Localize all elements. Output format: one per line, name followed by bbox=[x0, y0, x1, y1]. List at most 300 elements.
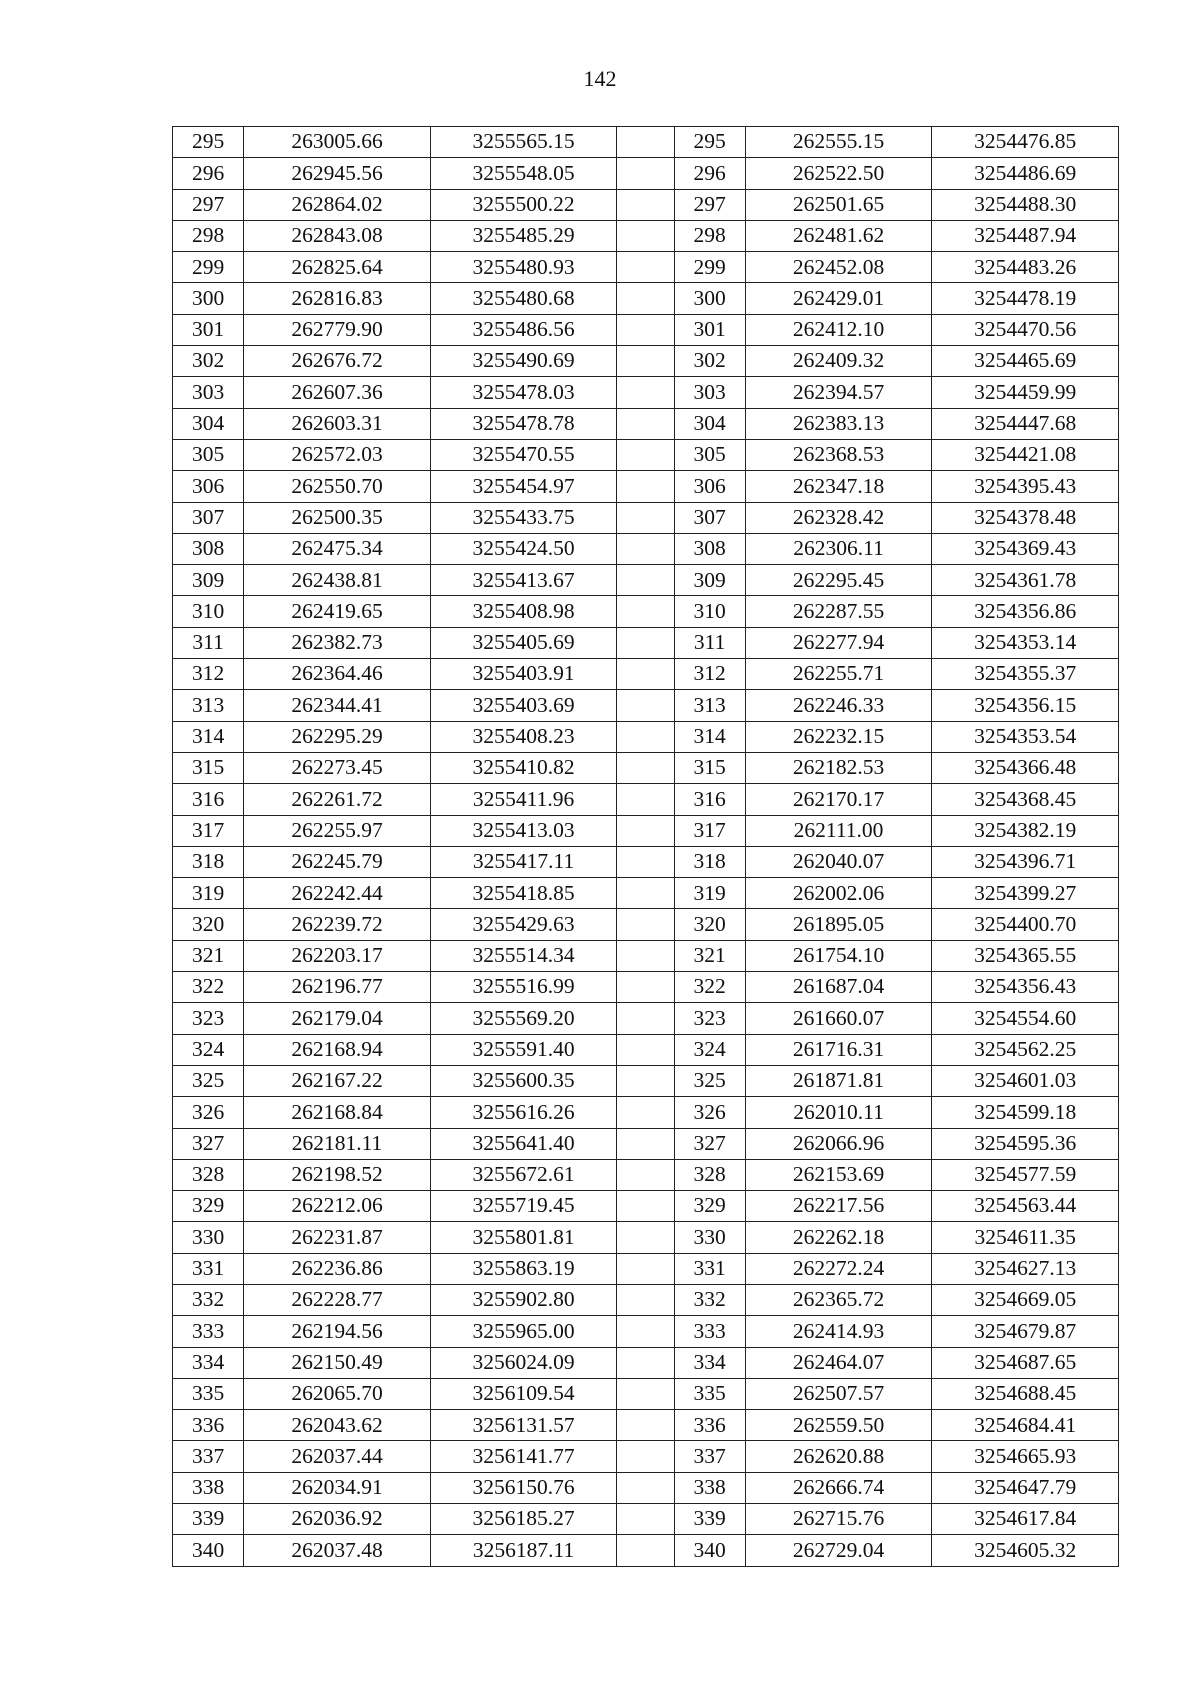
right-point-number-cell: 307 bbox=[674, 502, 745, 533]
left-x-coordinate-cell: 262036.92 bbox=[244, 1504, 431, 1535]
left-x-coordinate-cell: 262043.62 bbox=[244, 1410, 431, 1441]
left-x-coordinate-cell: 262550.70 bbox=[244, 471, 431, 502]
left-x-coordinate-cell: 262034.91 bbox=[244, 1472, 431, 1503]
left-point-number-cell: 328 bbox=[173, 1159, 244, 1190]
table-row bbox=[173, 1441, 1119, 1472]
right-y-coordinate-cell: 3254679.87 bbox=[932, 1316, 1119, 1347]
right-y-coordinate-cell: 3254486.69 bbox=[932, 158, 1119, 189]
right-x-coordinate-cell: 262153.69 bbox=[745, 1159, 932, 1190]
right-x-coordinate-cell: 262507.57 bbox=[745, 1378, 932, 1409]
left-point-number-cell: 322 bbox=[173, 972, 244, 1003]
spacer-cell bbox=[617, 1159, 674, 1190]
left-y-coordinate-cell: 3255410.82 bbox=[430, 752, 617, 783]
left-y-coordinate-cell: 3256109.54 bbox=[430, 1378, 617, 1409]
left-x-coordinate-cell: 262203.17 bbox=[244, 940, 431, 971]
spacer-cell bbox=[617, 1316, 674, 1347]
left-x-coordinate-cell: 262607.36 bbox=[244, 377, 431, 408]
left-point-number-cell: 315 bbox=[173, 752, 244, 783]
right-y-coordinate-cell: 3254665.93 bbox=[932, 1441, 1119, 1472]
right-y-coordinate-cell: 3254563.44 bbox=[932, 1191, 1119, 1222]
spacer-cell bbox=[617, 1065, 674, 1096]
right-x-coordinate-cell: 261687.04 bbox=[745, 972, 932, 1003]
left-y-coordinate-cell: 3255548.05 bbox=[430, 158, 617, 189]
left-point-number-cell: 308 bbox=[173, 533, 244, 564]
right-x-coordinate-cell: 262287.55 bbox=[745, 596, 932, 627]
left-y-coordinate-cell: 3256141.77 bbox=[430, 1441, 617, 1472]
left-x-coordinate-cell: 262779.90 bbox=[244, 314, 431, 345]
left-point-number-cell: 321 bbox=[173, 940, 244, 971]
left-point-number-cell: 295 bbox=[173, 127, 244, 158]
left-point-number-cell: 331 bbox=[173, 1253, 244, 1284]
left-y-coordinate-cell: 3255485.29 bbox=[430, 220, 617, 251]
left-y-coordinate-cell: 3255417.11 bbox=[430, 846, 617, 877]
right-y-coordinate-cell: 3254605.32 bbox=[932, 1535, 1119, 1566]
right-x-coordinate-cell: 262246.33 bbox=[745, 690, 932, 721]
right-point-number-cell: 319 bbox=[674, 878, 745, 909]
left-y-coordinate-cell: 3255418.85 bbox=[430, 878, 617, 909]
left-x-coordinate-cell: 262261.72 bbox=[244, 784, 431, 815]
left-point-number-cell: 302 bbox=[173, 346, 244, 377]
spacer-cell bbox=[617, 471, 674, 502]
left-point-number-cell: 323 bbox=[173, 1003, 244, 1034]
left-point-number-cell: 318 bbox=[173, 846, 244, 877]
left-x-coordinate-cell: 262825.64 bbox=[244, 252, 431, 283]
right-point-number-cell: 300 bbox=[674, 283, 745, 314]
table-row bbox=[173, 690, 1119, 721]
left-point-number-cell: 333 bbox=[173, 1316, 244, 1347]
left-y-coordinate-cell: 3255719.45 bbox=[430, 1191, 617, 1222]
left-y-coordinate-cell: 3255514.34 bbox=[430, 940, 617, 971]
left-point-number-cell: 298 bbox=[173, 220, 244, 251]
right-x-coordinate-cell: 262347.18 bbox=[745, 471, 932, 502]
right-point-number-cell: 333 bbox=[674, 1316, 745, 1347]
right-y-coordinate-cell: 3254459.99 bbox=[932, 377, 1119, 408]
right-y-coordinate-cell: 3254356.43 bbox=[932, 972, 1119, 1003]
right-y-coordinate-cell: 3254396.71 bbox=[932, 846, 1119, 877]
left-x-coordinate-cell: 262150.49 bbox=[244, 1347, 431, 1378]
right-y-coordinate-cell: 3254577.59 bbox=[932, 1159, 1119, 1190]
right-y-coordinate-cell: 3254647.79 bbox=[932, 1472, 1119, 1503]
left-point-number-cell: 338 bbox=[173, 1472, 244, 1503]
table-row bbox=[173, 909, 1119, 940]
page-number: 142 bbox=[583, 66, 617, 91]
spacer-cell bbox=[617, 1472, 674, 1503]
table-row bbox=[173, 408, 1119, 439]
left-point-number-cell: 307 bbox=[173, 502, 244, 533]
left-point-number-cell: 297 bbox=[173, 189, 244, 220]
right-y-coordinate-cell: 3254399.27 bbox=[932, 878, 1119, 909]
right-x-coordinate-cell: 262002.06 bbox=[745, 878, 932, 909]
left-x-coordinate-cell: 262231.87 bbox=[244, 1222, 431, 1253]
spacer-cell bbox=[617, 1347, 674, 1378]
left-x-coordinate-cell: 262194.56 bbox=[244, 1316, 431, 1347]
table-row bbox=[173, 1003, 1119, 1034]
left-point-number-cell: 316 bbox=[173, 784, 244, 815]
left-x-coordinate-cell: 262475.34 bbox=[244, 533, 431, 564]
table-row bbox=[173, 252, 1119, 283]
left-x-coordinate-cell: 262212.06 bbox=[244, 1191, 431, 1222]
spacer-cell bbox=[617, 784, 674, 815]
left-y-coordinate-cell: 3255641.40 bbox=[430, 1128, 617, 1159]
left-x-coordinate-cell: 262167.22 bbox=[244, 1065, 431, 1096]
table-row bbox=[173, 220, 1119, 251]
spacer-cell bbox=[617, 1128, 674, 1159]
right-point-number-cell: 299 bbox=[674, 252, 745, 283]
right-y-coordinate-cell: 3254611.35 bbox=[932, 1222, 1119, 1253]
table-row bbox=[173, 1410, 1119, 1441]
right-point-number-cell: 316 bbox=[674, 784, 745, 815]
left-y-coordinate-cell: 3255569.20 bbox=[430, 1003, 617, 1034]
table-row bbox=[173, 314, 1119, 345]
right-point-number-cell: 332 bbox=[674, 1284, 745, 1315]
right-point-number-cell: 306 bbox=[674, 471, 745, 502]
table-row bbox=[173, 1316, 1119, 1347]
left-point-number-cell: 304 bbox=[173, 408, 244, 439]
right-y-coordinate-cell: 3254366.48 bbox=[932, 752, 1119, 783]
right-y-coordinate-cell: 3254356.15 bbox=[932, 690, 1119, 721]
right-x-coordinate-cell: 262365.72 bbox=[745, 1284, 932, 1315]
spacer-cell bbox=[617, 1441, 674, 1472]
right-y-coordinate-cell: 3254488.30 bbox=[932, 189, 1119, 220]
right-point-number-cell: 334 bbox=[674, 1347, 745, 1378]
right-point-number-cell: 312 bbox=[674, 659, 745, 690]
spacer-cell bbox=[617, 878, 674, 909]
right-point-number-cell: 298 bbox=[674, 220, 745, 251]
table-row bbox=[173, 1034, 1119, 1065]
left-point-number-cell: 330 bbox=[173, 1222, 244, 1253]
table-row bbox=[173, 1097, 1119, 1128]
spacer-cell bbox=[617, 1535, 674, 1566]
right-x-coordinate-cell: 262414.93 bbox=[745, 1316, 932, 1347]
right-x-coordinate-cell: 262066.96 bbox=[745, 1128, 932, 1159]
right-y-coordinate-cell: 3254421.08 bbox=[932, 439, 1119, 470]
left-x-coordinate-cell: 262168.84 bbox=[244, 1097, 431, 1128]
right-point-number-cell: 305 bbox=[674, 439, 745, 470]
right-x-coordinate-cell: 262328.42 bbox=[745, 502, 932, 533]
right-point-number-cell: 314 bbox=[674, 721, 745, 752]
spacer-cell bbox=[617, 533, 674, 564]
left-y-coordinate-cell: 3255591.40 bbox=[430, 1034, 617, 1065]
left-point-number-cell: 339 bbox=[173, 1504, 244, 1535]
spacer-cell bbox=[617, 220, 674, 251]
left-point-number-cell: 329 bbox=[173, 1191, 244, 1222]
right-y-coordinate-cell: 3254487.94 bbox=[932, 220, 1119, 251]
left-point-number-cell: 313 bbox=[173, 690, 244, 721]
left-point-number-cell: 332 bbox=[173, 1284, 244, 1315]
right-y-coordinate-cell: 3254562.25 bbox=[932, 1034, 1119, 1065]
left-y-coordinate-cell: 3255413.03 bbox=[430, 815, 617, 846]
right-y-coordinate-cell: 3254378.48 bbox=[932, 502, 1119, 533]
left-y-coordinate-cell: 3256150.76 bbox=[430, 1472, 617, 1503]
table-row bbox=[173, 377, 1119, 408]
right-x-coordinate-cell: 262217.56 bbox=[745, 1191, 932, 1222]
right-x-coordinate-cell: 262559.50 bbox=[745, 1410, 932, 1441]
left-x-coordinate-cell: 262572.03 bbox=[244, 439, 431, 470]
left-y-coordinate-cell: 3255408.98 bbox=[430, 596, 617, 627]
left-y-coordinate-cell: 3255486.56 bbox=[430, 314, 617, 345]
right-point-number-cell: 338 bbox=[674, 1472, 745, 1503]
table-row bbox=[173, 659, 1119, 690]
table-row bbox=[173, 1472, 1119, 1503]
right-x-coordinate-cell: 262272.24 bbox=[745, 1253, 932, 1284]
spacer-cell bbox=[617, 1191, 674, 1222]
right-y-coordinate-cell: 3254483.26 bbox=[932, 252, 1119, 283]
left-y-coordinate-cell: 3255408.23 bbox=[430, 721, 617, 752]
table-row bbox=[173, 1253, 1119, 1284]
left-point-number-cell: 314 bbox=[173, 721, 244, 752]
table-row bbox=[173, 752, 1119, 783]
right-point-number-cell: 323 bbox=[674, 1003, 745, 1034]
left-x-coordinate-cell: 262864.02 bbox=[244, 189, 431, 220]
left-point-number-cell: 303 bbox=[173, 377, 244, 408]
spacer-cell bbox=[617, 283, 674, 314]
left-point-number-cell: 296 bbox=[173, 158, 244, 189]
right-x-coordinate-cell: 262255.71 bbox=[745, 659, 932, 690]
left-x-coordinate-cell: 262198.52 bbox=[244, 1159, 431, 1190]
left-point-number-cell: 320 bbox=[173, 909, 244, 940]
left-y-coordinate-cell: 3256131.57 bbox=[430, 1410, 617, 1441]
spacer-cell bbox=[617, 815, 674, 846]
right-y-coordinate-cell: 3254470.56 bbox=[932, 314, 1119, 345]
left-point-number-cell: 299 bbox=[173, 252, 244, 283]
table-row bbox=[173, 1535, 1119, 1566]
spacer-cell bbox=[617, 1003, 674, 1034]
right-x-coordinate-cell: 262111.00 bbox=[745, 815, 932, 846]
right-y-coordinate-cell: 3254688.45 bbox=[932, 1378, 1119, 1409]
left-y-coordinate-cell: 3255429.63 bbox=[430, 909, 617, 940]
left-y-coordinate-cell: 3255405.69 bbox=[430, 627, 617, 658]
left-x-coordinate-cell: 262065.70 bbox=[244, 1378, 431, 1409]
right-x-coordinate-cell: 262555.15 bbox=[745, 127, 932, 158]
left-y-coordinate-cell: 3255863.19 bbox=[430, 1253, 617, 1284]
table-row bbox=[173, 1222, 1119, 1253]
left-point-number-cell: 336 bbox=[173, 1410, 244, 1441]
right-x-coordinate-cell: 261716.31 bbox=[745, 1034, 932, 1065]
left-y-coordinate-cell: 3255672.61 bbox=[430, 1159, 617, 1190]
left-y-coordinate-cell: 3255411.96 bbox=[430, 784, 617, 815]
left-x-coordinate-cell: 262382.73 bbox=[244, 627, 431, 658]
spacer-cell bbox=[617, 659, 674, 690]
right-y-coordinate-cell: 3254382.19 bbox=[932, 815, 1119, 846]
left-x-coordinate-cell: 262364.46 bbox=[244, 659, 431, 690]
spacer-cell bbox=[617, 127, 674, 158]
right-y-coordinate-cell: 3254687.65 bbox=[932, 1347, 1119, 1378]
right-x-coordinate-cell: 262715.76 bbox=[745, 1504, 932, 1535]
right-point-number-cell: 329 bbox=[674, 1191, 745, 1222]
left-point-number-cell: 301 bbox=[173, 314, 244, 345]
left-point-number-cell: 326 bbox=[173, 1097, 244, 1128]
right-x-coordinate-cell: 262522.50 bbox=[745, 158, 932, 189]
left-point-number-cell: 312 bbox=[173, 659, 244, 690]
left-x-coordinate-cell: 262945.56 bbox=[244, 158, 431, 189]
right-y-coordinate-cell: 3254355.37 bbox=[932, 659, 1119, 690]
right-y-coordinate-cell: 3254465.69 bbox=[932, 346, 1119, 377]
table-row bbox=[173, 784, 1119, 815]
right-y-coordinate-cell: 3254447.68 bbox=[932, 408, 1119, 439]
table-row bbox=[173, 471, 1119, 502]
right-y-coordinate-cell: 3254595.36 bbox=[932, 1128, 1119, 1159]
left-x-coordinate-cell: 262037.44 bbox=[244, 1441, 431, 1472]
table-row bbox=[173, 346, 1119, 377]
table-row bbox=[173, 533, 1119, 564]
right-y-coordinate-cell: 3254400.70 bbox=[932, 909, 1119, 940]
right-x-coordinate-cell: 262481.62 bbox=[745, 220, 932, 251]
right-point-number-cell: 317 bbox=[674, 815, 745, 846]
right-x-coordinate-cell: 262666.74 bbox=[745, 1472, 932, 1503]
table-row bbox=[173, 502, 1119, 533]
right-x-coordinate-cell: 262306.11 bbox=[745, 533, 932, 564]
right-point-number-cell: 301 bbox=[674, 314, 745, 345]
table-row bbox=[173, 596, 1119, 627]
coordinates-table bbox=[172, 126, 1119, 1567]
left-y-coordinate-cell: 3255480.93 bbox=[430, 252, 617, 283]
right-point-number-cell: 311 bbox=[674, 627, 745, 658]
left-y-coordinate-cell: 3256024.09 bbox=[430, 1347, 617, 1378]
table-row bbox=[173, 1065, 1119, 1096]
right-y-coordinate-cell: 3254353.14 bbox=[932, 627, 1119, 658]
left-x-coordinate-cell: 262500.35 bbox=[244, 502, 431, 533]
left-x-coordinate-cell: 262843.08 bbox=[244, 220, 431, 251]
right-point-number-cell: 318 bbox=[674, 846, 745, 877]
left-y-coordinate-cell: 3255965.00 bbox=[430, 1316, 617, 1347]
table-row bbox=[173, 815, 1119, 846]
table-row bbox=[173, 878, 1119, 909]
right-x-coordinate-cell: 262232.15 bbox=[745, 721, 932, 752]
left-x-coordinate-cell: 262273.45 bbox=[244, 752, 431, 783]
right-point-number-cell: 296 bbox=[674, 158, 745, 189]
right-point-number-cell: 303 bbox=[674, 377, 745, 408]
spacer-cell bbox=[617, 1504, 674, 1535]
right-x-coordinate-cell: 261895.05 bbox=[745, 909, 932, 940]
spacer-cell bbox=[617, 752, 674, 783]
left-x-coordinate-cell: 263005.66 bbox=[244, 127, 431, 158]
left-point-number-cell: 335 bbox=[173, 1378, 244, 1409]
left-y-coordinate-cell: 3255600.35 bbox=[430, 1065, 617, 1096]
left-x-coordinate-cell: 262245.79 bbox=[244, 846, 431, 877]
left-y-coordinate-cell: 3255478.03 bbox=[430, 377, 617, 408]
right-point-number-cell: 302 bbox=[674, 346, 745, 377]
table-row bbox=[173, 940, 1119, 971]
left-point-number-cell: 327 bbox=[173, 1128, 244, 1159]
table-row bbox=[173, 1128, 1119, 1159]
spacer-cell bbox=[617, 408, 674, 439]
spacer-cell bbox=[617, 1097, 674, 1128]
spacer-cell bbox=[617, 1222, 674, 1253]
spacer-cell bbox=[617, 158, 674, 189]
left-y-coordinate-cell: 3255490.69 bbox=[430, 346, 617, 377]
spacer-cell bbox=[617, 721, 674, 752]
left-x-coordinate-cell: 262255.97 bbox=[244, 815, 431, 846]
table-row bbox=[173, 189, 1119, 220]
right-x-coordinate-cell: 262010.11 bbox=[745, 1097, 932, 1128]
left-point-number-cell: 311 bbox=[173, 627, 244, 658]
left-y-coordinate-cell: 3255516.99 bbox=[430, 972, 617, 1003]
table-row bbox=[173, 1347, 1119, 1378]
right-x-coordinate-cell: 262501.65 bbox=[745, 189, 932, 220]
right-x-coordinate-cell: 262383.13 bbox=[745, 408, 932, 439]
spacer-cell bbox=[617, 502, 674, 533]
right-x-coordinate-cell: 262452.08 bbox=[745, 252, 932, 283]
right-y-coordinate-cell: 3254478.19 bbox=[932, 283, 1119, 314]
table-row bbox=[173, 1191, 1119, 1222]
right-point-number-cell: 331 bbox=[674, 1253, 745, 1284]
right-x-coordinate-cell: 262409.32 bbox=[745, 346, 932, 377]
right-x-coordinate-cell: 262262.18 bbox=[745, 1222, 932, 1253]
left-y-coordinate-cell: 3256187.11 bbox=[430, 1535, 617, 1566]
left-y-coordinate-cell: 3255480.68 bbox=[430, 283, 617, 314]
right-x-coordinate-cell: 262620.88 bbox=[745, 1441, 932, 1472]
spacer-cell bbox=[617, 189, 674, 220]
table-row bbox=[173, 846, 1119, 877]
right-y-coordinate-cell: 3254627.13 bbox=[932, 1253, 1119, 1284]
spacer-cell bbox=[617, 1284, 674, 1315]
left-point-number-cell: 306 bbox=[173, 471, 244, 502]
right-point-number-cell: 304 bbox=[674, 408, 745, 439]
spacer-cell bbox=[617, 1410, 674, 1441]
left-x-coordinate-cell: 262228.77 bbox=[244, 1284, 431, 1315]
spacer-cell bbox=[617, 1034, 674, 1065]
spacer-cell bbox=[617, 377, 674, 408]
right-y-coordinate-cell: 3254369.43 bbox=[932, 533, 1119, 564]
right-x-coordinate-cell: 261871.81 bbox=[745, 1065, 932, 1096]
right-point-number-cell: 297 bbox=[674, 189, 745, 220]
left-point-number-cell: 300 bbox=[173, 283, 244, 314]
left-point-number-cell: 317 bbox=[173, 815, 244, 846]
table-row bbox=[173, 127, 1119, 158]
left-y-coordinate-cell: 3255454.97 bbox=[430, 471, 617, 502]
right-point-number-cell: 320 bbox=[674, 909, 745, 940]
left-y-coordinate-cell: 3255801.81 bbox=[430, 1222, 617, 1253]
table-row bbox=[173, 439, 1119, 470]
spacer-cell bbox=[617, 596, 674, 627]
spacer-cell bbox=[617, 690, 674, 721]
left-x-coordinate-cell: 262239.72 bbox=[244, 909, 431, 940]
right-x-coordinate-cell: 262729.04 bbox=[745, 1535, 932, 1566]
left-x-coordinate-cell: 262603.31 bbox=[244, 408, 431, 439]
left-y-coordinate-cell: 3255500.22 bbox=[430, 189, 617, 220]
left-y-coordinate-cell: 3255902.80 bbox=[430, 1284, 617, 1315]
left-x-coordinate-cell: 262168.94 bbox=[244, 1034, 431, 1065]
right-y-coordinate-cell: 3254669.05 bbox=[932, 1284, 1119, 1315]
right-point-number-cell: 313 bbox=[674, 690, 745, 721]
right-y-coordinate-cell: 3254361.78 bbox=[932, 565, 1119, 596]
right-point-number-cell: 330 bbox=[674, 1222, 745, 1253]
left-point-number-cell: 309 bbox=[173, 565, 244, 596]
left-x-coordinate-cell: 262419.65 bbox=[244, 596, 431, 627]
left-point-number-cell: 305 bbox=[173, 439, 244, 470]
right-point-number-cell: 340 bbox=[674, 1535, 745, 1566]
right-y-coordinate-cell: 3254353.54 bbox=[932, 721, 1119, 752]
right-x-coordinate-cell: 262182.53 bbox=[745, 752, 932, 783]
table-row bbox=[173, 565, 1119, 596]
left-y-coordinate-cell: 3255565.15 bbox=[430, 127, 617, 158]
right-point-number-cell: 337 bbox=[674, 1441, 745, 1472]
left-y-coordinate-cell: 3255413.67 bbox=[430, 565, 617, 596]
table-row bbox=[173, 1284, 1119, 1315]
right-x-coordinate-cell: 262170.17 bbox=[745, 784, 932, 815]
right-point-number-cell: 328 bbox=[674, 1159, 745, 1190]
left-y-coordinate-cell: 3255433.75 bbox=[430, 502, 617, 533]
left-point-number-cell: 334 bbox=[173, 1347, 244, 1378]
table-row bbox=[173, 1504, 1119, 1535]
table-row bbox=[173, 627, 1119, 658]
left-point-number-cell: 325 bbox=[173, 1065, 244, 1096]
left-x-coordinate-cell: 262196.77 bbox=[244, 972, 431, 1003]
left-y-coordinate-cell: 3256185.27 bbox=[430, 1504, 617, 1535]
spacer-cell bbox=[617, 940, 674, 971]
right-x-coordinate-cell: 262295.45 bbox=[745, 565, 932, 596]
right-y-coordinate-cell: 3254476.85 bbox=[932, 127, 1119, 158]
